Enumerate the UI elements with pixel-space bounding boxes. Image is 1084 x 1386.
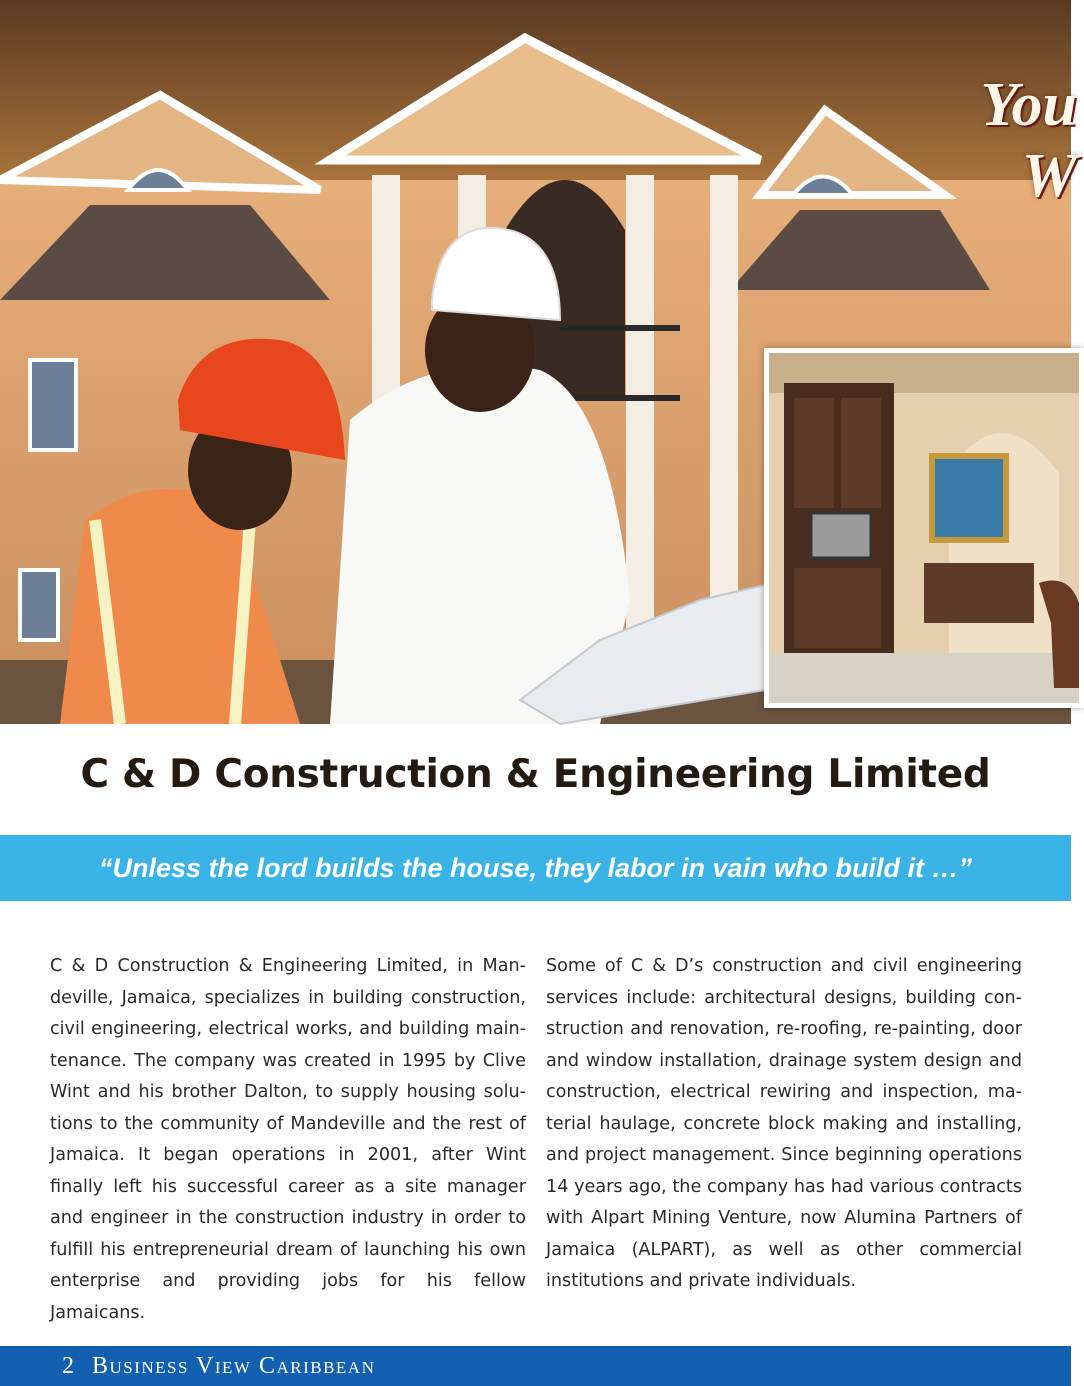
page-footer (0, 1346, 1071, 1386)
hero-tagline-line-1: You (980, 71, 1077, 139)
pull-quote: “Unless the lord builds the house, they labor in vain who build it …” (98, 852, 973, 883)
page-number: 2 (62, 1352, 74, 1379)
quote-band (0, 835, 1071, 901)
interior-photo-illustration (769, 353, 1079, 703)
body-column-left: C & D Construction & Engineering Limited, in Mandeville, Jamaica, specializes in building construction, civil engineering, electrical works, and building maintenance. The company was created in 1995 by Clive Wint and his brother Dalton, to supply housing solutions to the community of Mandeville and the rest of Jamaica. It began operations in 2001, after Wint finally left his successful career as a site manager and engineer in the construction industry in order to fulfill his entrepreneurial dream of launching his own enterprise and providing jobs for his fellow Jamaicans. (50, 956, 526, 1323)
body-column-right: Some of C & D’s construction and civil engineering services include: architectural designs, building construction and renovation, re-roofing, re-painting, door and window installation, drainage system design and construction, electrical rewiring and inspection, material haulage, concrete block making and installing, and project management. Since beginning operations 14 years ago, the company has had various contracts with Alpart Mining Venture, now Alumina Partners of Jamaica (ALPART), as well as other commercial institutions and private individuals. (546, 956, 1022, 1291)
article-title: C & D Construction & Engineering Limited (80, 752, 991, 797)
hero-tagline (981, 70, 1077, 213)
publication-name: Business View Caribbean (92, 1352, 376, 1379)
interior-inset-photo (764, 348, 1084, 708)
hero-tagline-line-2: W (1021, 142, 1077, 211)
